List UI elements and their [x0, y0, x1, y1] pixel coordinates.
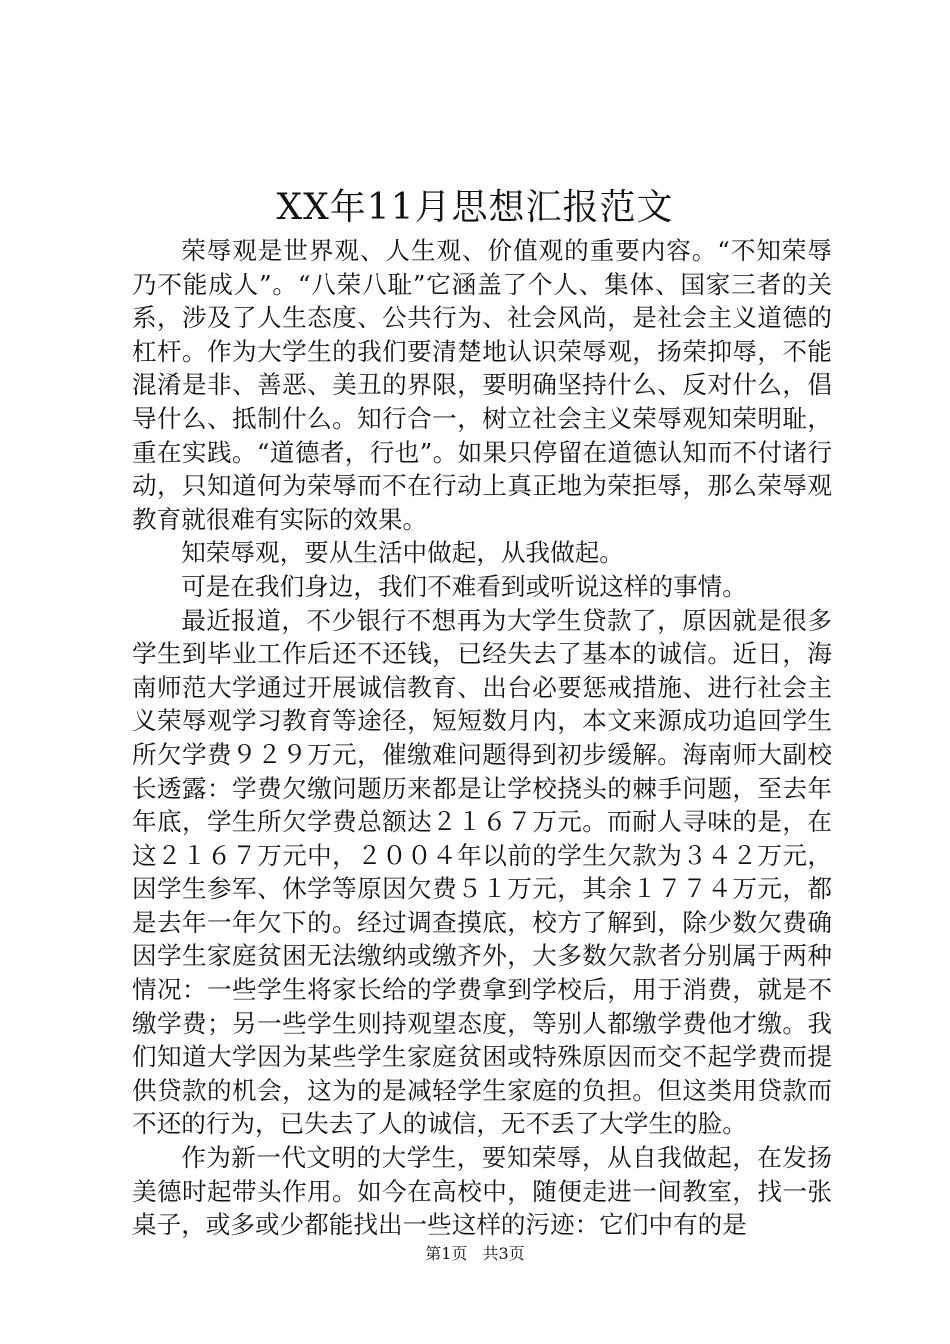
paragraph-5: 作为新一代文明的大学生，要知荣辱，从自我做起，在发扬美德时起带头作用。如今在高校中，随便走进一间教室，找一张桌子，或多或少都能找出一些这样的污迹：它们中有的是	[132, 1143, 832, 1240]
document-title: XX年11月思想汇报范文	[276, 187, 674, 228]
paragraph-3: 可是在我们身边，我们不难看到或听说这样的事情。	[181, 571, 747, 601]
page-number-current: 第1页	[425, 1244, 468, 1263]
paragraph-2: 知荣辱观，要从生活中做起，从我做起。	[181, 538, 624, 568]
page-footer	[0, 1242, 950, 1266]
page-number-total: 共3页	[482, 1244, 525, 1263]
document-body	[132, 234, 832, 1242]
paragraph-4: 最近报道，不少银行不想再为大学生贷款了，原因就是很多学生到毕业工作后还不还钱，已经失去了基本的诚信。近日，海南师范大学通过开展诚信教育、出台必要惩戒措施、进行社会主义荣辱观学习教育等途径，短短数月内，本文来源成功追回学生所欠学费９２９万元，催缴难问题得到初步缓解。海南师大副校长透露：学费欠缴问题历来都是让学校挠头的棘手问题，至去年年底，学生所欠学费总额达２１６７万元。而耐人寻味的是，在这２１６７万元中，２００４年以前的学生欠款为３４２万元，因学生参军、休学等原因欠费５１万元，其余１７７４万元，都是去年一年欠下的。经过调查摸底，校方了解到，除少数欠费确因学生家庭贫困无法缴纳或缴齐外，大多数欠款者分别属于两种情况：一些学生将家长给的学费拿到学校后，用于消费，就是不缴学费；另一些学生则持观望态度，等别人都缴学费他才缴。我们知道大学因为某些学生家庭贫困或特殊原因而交不起学费而提供贷款的机会，这为的是减轻学生家庭的负担。但这类用贷款而不还的行为，已失去了人的诚信，无不丢了大学生的脸。	[132, 605, 832, 1139]
paragraph-1: 荣辱观是世界观、人生观、价值观的重要内容。“不知荣辱乃不能成人”。“八荣八耻”它涵盖了个人、集体、国家三者的关系，涉及了人生态度、公共行为、社会风尚，是社会主义道德的杠杆。作为大学生的我们要清楚地认识荣辱观，扬荣抑辱，不能混淆是非、善恶、美丑的界限，要明确坚持什么、反对什么，倡导什么、抵制什么。知行合一，树立社会主义荣辱观知荣明耻，重在实践。“道德者，行也”。如果只停留在道德认知而不付诸行动，只知道何为荣辱而不在行动上真正地为荣拒辱，那么荣辱观教育就很难有实际的效果。	[132, 236, 832, 534]
